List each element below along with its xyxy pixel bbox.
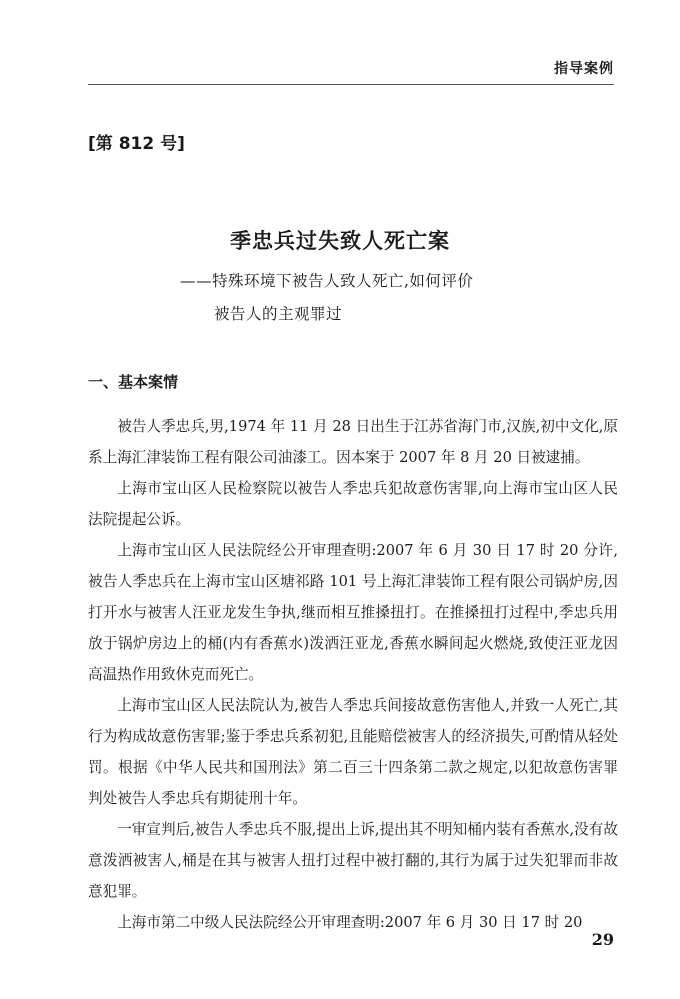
paragraph-prosecution: 上海市宝山区人民检察院以被告人季忠兵犯故意伤害罪,向上海市宝山区人民法院提起公诉。	[88, 480, 618, 528]
body-text	[88, 411, 618, 938]
paragraph-appeal: 一审宣判后,被告人季忠兵不服,提出上诉,提出其不明知桶内装有香蕉水,没有故意泼洒被害人,桶是在其与被害人扭打过程中被打翻的,其行为属于过失犯罪而非故意犯罪。	[88, 821, 618, 900]
section-heading: 一、基本案情	[88, 373, 179, 391]
case-subtitle-line1: ——特殊环境下被告人致人死亡,如何评价	[180, 272, 474, 290]
paragraph-trial-findings: 上海市宝山区人民法院经公开审理查明:2007 年 6 月 30 日 17 时 20 分许,被告人季忠兵在上海市宝山区塘祁路 101 号上海汇津装饰工程有限公司锅炉房,因打开水与被害人汪亚龙发生争执,继而相互推搡扭打。在推搡扭打过程中,季忠兵用放于锅炉房边上的桶(内有香蕉水)泼洒汪亚龙,香蕉水瞬间起火燃烧,致使汪亚龙因高温热作用致休克而死亡。	[88, 542, 618, 683]
running-header: 指导案例	[554, 61, 614, 77]
paragraph-second-instance: 上海市第二中级人民法院经公开审理查明:2007 年 6 月 30 日 17 时 20	[117, 914, 583, 931]
case-number: [第 812 号]	[88, 134, 185, 154]
header-rule	[88, 84, 614, 85]
page-number: 29	[591, 930, 614, 949]
paragraph-defendant-info: 被告人季忠兵,男,1974 年 11 月 28 日出生于江苏省海门市,汉族,初中文化,原系上海汇津装饰工程有限公司油漆工。因本案于 2007 年 8 月 20 日被逮捕。	[88, 418, 618, 466]
case-title: 季忠兵过失致人死亡案	[230, 228, 450, 253]
case-subtitle-line2: 被告人的主观罪过	[214, 305, 343, 323]
paragraph-first-instance-ruling: 上海市宝山区人民法院认为,被告人季忠兵间接故意伤害他人,并致一人死亡,其行为构成故意伤害罪;鉴于季忠兵系初犯,且能赔偿被害人的经济损失,可酌情从轻处罚。根据《中华人民共和国刑法》第二百三十四条第二款之规定,以犯故意伤害罪判处被告人季忠兵有期徒刑十年。	[88, 697, 618, 807]
